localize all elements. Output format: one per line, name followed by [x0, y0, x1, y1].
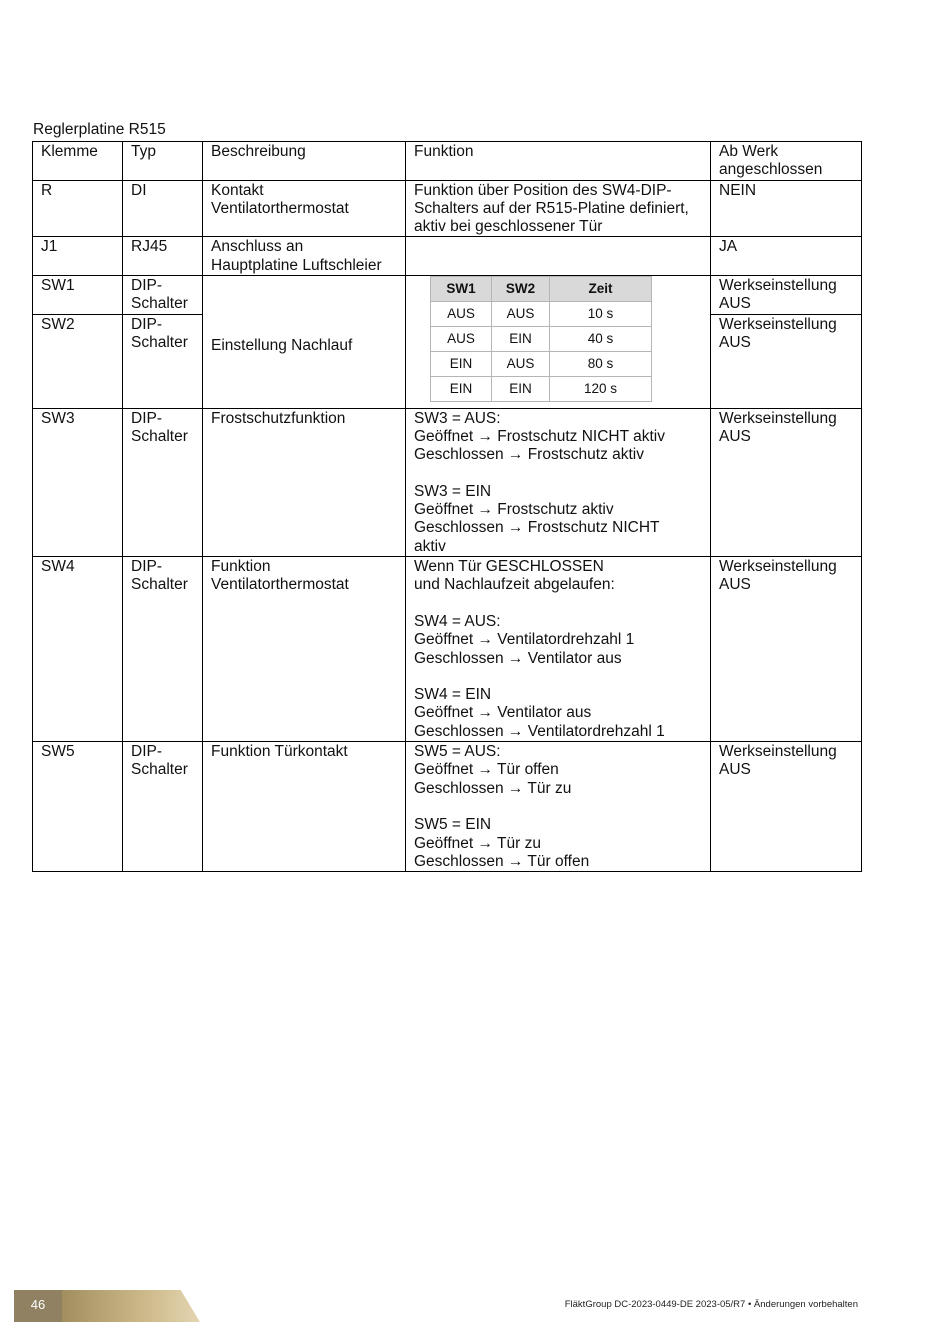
nachlauf-row: [431, 302, 652, 327]
nachlauf-cell: AUS: [492, 302, 550, 327]
nachlauf-header-sw1: SW1: [431, 277, 492, 302]
table-row-sw3: [33, 408, 862, 556]
cell-funktion: Funktion über Position des SW4-DIP- Schalters auf der R515-Platine definiert, aktiv bei geschlossener Tür: [406, 180, 711, 237]
cell-typ: DIP- Schalter: [123, 557, 203, 742]
cell-typ: DIP- Schalter: [123, 314, 203, 408]
nachlauf-cell: AUS: [431, 327, 492, 352]
cell-klemme: SW1: [33, 276, 123, 315]
table-row-r: [33, 180, 862, 237]
nachlauf-row: [431, 377, 652, 402]
cell-klemme: SW2: [33, 314, 123, 408]
table-header-row: [33, 142, 862, 181]
cell-beschreibung: Frostschutzfunktion: [203, 408, 406, 556]
table-caption: Reglerplatine R515: [33, 121, 166, 138]
cell-funktion: [406, 237, 711, 276]
cell-beschreibung: [203, 276, 406, 409]
table-row-sw5: [33, 742, 862, 872]
header-beschreibung: Beschreibung: [203, 142, 406, 181]
cell-typ: RJ45: [123, 237, 203, 276]
table-row-sw4: [33, 557, 862, 742]
nachlauf-header-row: [431, 277, 652, 302]
nachlauf-cell: EIN: [431, 352, 492, 377]
cell-klemme: R: [33, 180, 123, 237]
cell-typ: DIP- Schalter: [123, 408, 203, 556]
table-row-sw1: [33, 276, 862, 315]
cell-klemme: SW5: [33, 742, 123, 872]
nachlauf-row: [431, 352, 652, 377]
cell-werk: NEIN: [711, 180, 862, 237]
cell-beschreibung: Kontakt Ventilatorthermostat: [203, 180, 406, 237]
nachlauf-cell: 40 s: [550, 327, 652, 352]
header-klemme: Klemme: [33, 142, 123, 181]
nachlauf-cell: EIN: [431, 377, 492, 402]
cell-beschreibung: Anschluss an Hauptplatine Luftschleier: [203, 237, 406, 276]
nachlauf-cell: AUS: [431, 302, 492, 327]
cell-typ: DIP- Schalter: [123, 276, 203, 315]
nachlauf-row: [431, 327, 652, 352]
cell-klemme: J1: [33, 237, 123, 276]
table-row-j1: [33, 237, 862, 276]
nachlauf-cell: AUS: [492, 352, 550, 377]
cell-typ: DI: [123, 180, 203, 237]
cell-werk: Werkseinstellung AUS: [711, 557, 862, 742]
cell-werk: Werkseinstellung AUS: [711, 276, 862, 315]
nachlauf-cell: EIN: [492, 327, 550, 352]
cell-werk: Werkseinstellung AUS: [711, 314, 862, 408]
cell-werk: Werkseinstellung AUS: [711, 408, 862, 556]
nachlauf-header-sw2: SW2: [492, 277, 550, 302]
cell-werk: Werkseinstellung AUS: [711, 742, 862, 872]
nachlauf-cell: 10 s: [550, 302, 652, 327]
header-funktion: Funktion: [406, 142, 711, 181]
nachlauf-description: Einstellung Nachlauf: [211, 337, 353, 355]
cell-beschreibung: Funktion Türkontakt: [203, 742, 406, 872]
cell-funktion: SW3 = AUS: Geöffnet → Frostschutz NICHT aktiv Geschlossen → Frostschutz aktiv SW3 = EIN Geöffnet → Frostschutz aktiv Geschlossen → Frostschutz NICHT aktiv: [406, 408, 711, 556]
header-ab-werk: Ab Werk angeschlossen: [711, 142, 862, 181]
nachlauf-table: [430, 276, 652, 402]
footer-text: FläktGroup DC-2023-0449-DE 2023-05/R7 • Änderungen vorbehalten: [564, 1299, 858, 1310]
nachlauf-cell: EIN: [492, 377, 550, 402]
footer-band: [62, 1290, 200, 1322]
terminal-table: [32, 141, 862, 872]
header-typ: Typ: [123, 142, 203, 181]
cell-klemme: SW4: [33, 557, 123, 742]
nachlauf-cell: 80 s: [550, 352, 652, 377]
cell-werk: JA: [711, 237, 862, 276]
nachlauf-cell: 120 s: [550, 377, 652, 402]
cell-klemme: SW3: [33, 408, 123, 556]
cell-funktion: Wenn Tür GESCHLOSSEN und Nachlaufzeit abgelaufen: SW4 = AUS: Geöffnet → Ventilatordrehzahl 1 Geschlossen → Ventilator aus SW4 = EIN Geöffnet → Ventilator aus Geschlossen → Ventilatordrehzahl 1: [406, 557, 711, 742]
cell-funktion: [406, 276, 711, 409]
cell-typ: DIP- Schalter: [123, 742, 203, 872]
cell-funktion: SW5 = AUS: Geöffnet → Tür offen Geschlossen → Tür zu SW5 = EIN Geöffnet → Tür zu Geschlossen → Tür offen: [406, 742, 711, 872]
nachlauf-header-zeit: Zeit: [550, 277, 652, 302]
page-number: 46: [14, 1290, 62, 1322]
cell-beschreibung: Funktion Ventilatorthermostat: [203, 557, 406, 742]
